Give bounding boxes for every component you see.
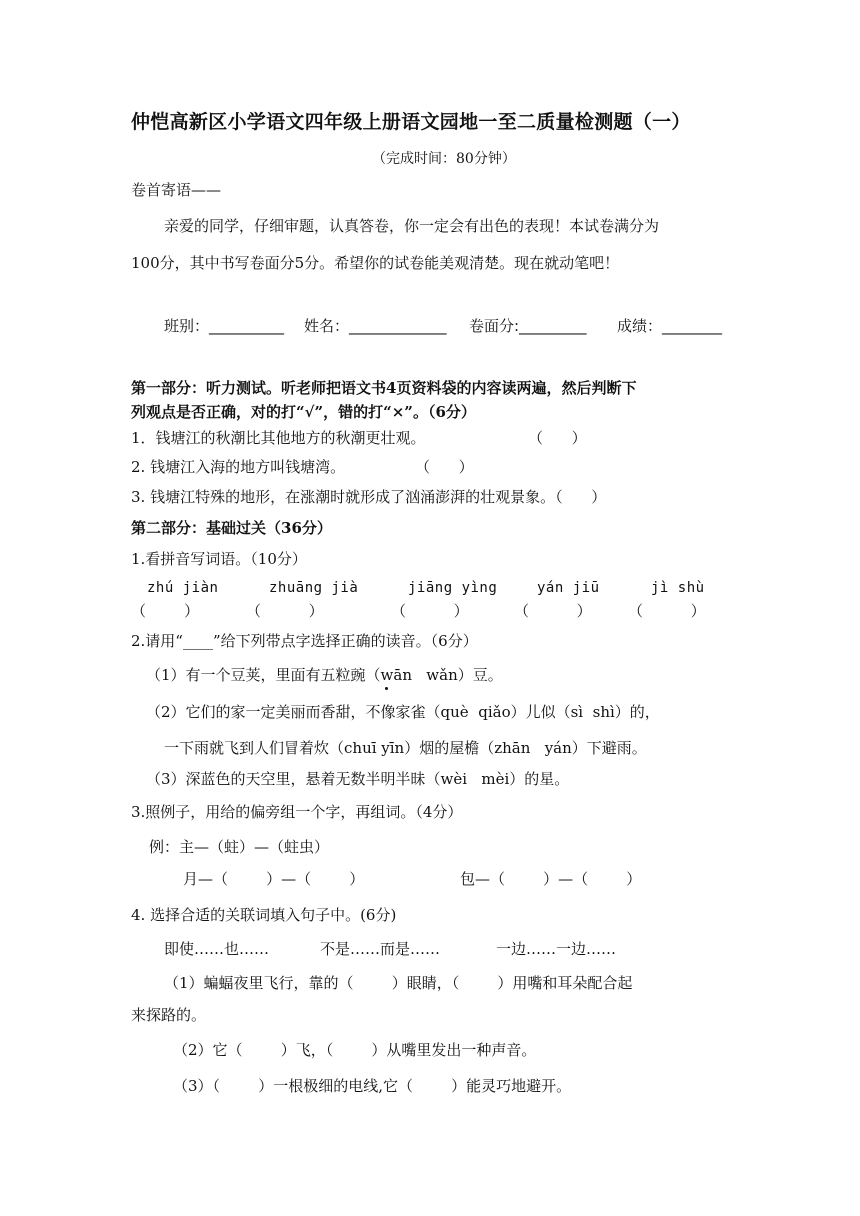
pinyin-5: jì shù [651, 580, 705, 596]
part1-answer-1[interactable]: （ ） [528, 429, 587, 447]
page-title: 仲恺高新区小学语文四年级上册语文园地一至二质量检测题（一） [131, 111, 691, 133]
choice-2: 不是……而是…… [320, 940, 441, 958]
preface-line-1: 亲爱的同学，仔细审题，认真答卷，你一定会有出色的表现！本试卷满分为 [164, 217, 660, 235]
pinyin-blank-5[interactable]: （ ） [628, 602, 706, 620]
choice-1: 即使……也…… [164, 940, 270, 958]
emphasis-dot-icon [385, 687, 388, 690]
part1-heading-line-1: 第一部分：听力测试。听老师把语文书4页资料袋的内容读两遍，然后判断下 [131, 379, 637, 397]
preface-line-2: 100分，其中书写卷面分5分。希望你的试卷能美观清楚。现在就动笔吧！ [131, 254, 620, 272]
name-field[interactable]: 姓名：_____________ [304, 317, 447, 335]
section4-question-3: （3）（ ）一根极细的电线,它（ ）能灵巧地避开。 [173, 1077, 572, 1095]
part1-question-1: 1．钱塘江的秋潮比其他地方的秋潮更壮观。 [131, 429, 426, 447]
preface-heading: 卷首寄语—— [131, 181, 222, 199]
choice-3: 一边……一边…… [496, 940, 617, 958]
neatness-score-field[interactable]: 卷面分:_________ [469, 317, 587, 335]
part1-heading-line-2: 列观点是否正确，对的打“√”，错的打“×”。（6分） [131, 403, 476, 421]
section4-question-1-line-2: 来探路的。 [131, 1006, 207, 1024]
section3-title: 3.照例子，用给的偏旁组一个字，再组词。（4分） [131, 803, 463, 821]
section4-title: 4. 选择合适的关联词填入句子中。(6分) [131, 906, 397, 924]
pinyin-1: zhú jiàn [147, 580, 219, 596]
section2-title: 2.请用“____”给下列带点字选择正确的读音。（6分） [131, 632, 478, 650]
pinyin-4: yán jiū [537, 580, 600, 596]
pinyin-3: jiāng yìng [408, 580, 498, 596]
page-subtitle: （完成时间：80分钟） [372, 151, 516, 167]
section4-question-2: （2）它（ ）飞，（ ）从嘴里发出一种声音。 [173, 1041, 537, 1059]
pinyin-blank-1[interactable]: （ ） [131, 602, 200, 620]
part1-question-3: 3. 钱塘江特殊的地形，在涨潮时就形成了汹涌澎湃的壮观景象。（ ） [131, 488, 607, 506]
section3-item-2[interactable]: 包—（ ）—（ ） [460, 870, 642, 888]
pinyin-blank-2[interactable]: （ ） [246, 602, 324, 620]
section2-line-2: （2）它们的家一定美丽而香甜，不像家雀（què qiǎo）儿似（sì shì）的， [146, 703, 660, 721]
section2-line-1: （1）有一个豆荚，里面有五粒豌（wān wǎn）豆。 [146, 666, 503, 684]
section2-line-4: （3）深蓝色的天空里，悬着无数半明半昧（wèi mèi）的星。 [146, 770, 570, 788]
total-score-field[interactable]: 成绩：________ [617, 317, 723, 335]
section1-title: 1.看拼音写词语。（10分） [131, 550, 307, 568]
pinyin-blank-4[interactable]: （ ） [514, 602, 592, 620]
section3-item-1[interactable]: 月—（ ）—（ ） [183, 870, 365, 888]
pinyin-2: zhuāng jià [269, 580, 359, 596]
section4-question-1-line-1: （1）蝙蝠夜里飞行，靠的（ ）眼睛，（ ）用嘴和耳朵配合起 [164, 974, 633, 992]
part2-heading: 第二部分：基础过关（36分） [131, 519, 332, 537]
pinyin-blank-3[interactable]: （ ） [391, 602, 469, 620]
part1-answer-2[interactable]: （ ） [415, 458, 474, 476]
section2-line-3: 一下雨就飞到人们冒着炊（chuī yīn）烟的屋檐（zhān yán）下避雨。 [164, 739, 647, 757]
section3-example: 例：主—（蛀）—（蛀虫） [149, 838, 330, 856]
class-field[interactable]: 班别：__________ [164, 317, 285, 335]
part1-question-2: 2. 钱塘江入海的地方叫钱塘湾。 [131, 458, 346, 476]
